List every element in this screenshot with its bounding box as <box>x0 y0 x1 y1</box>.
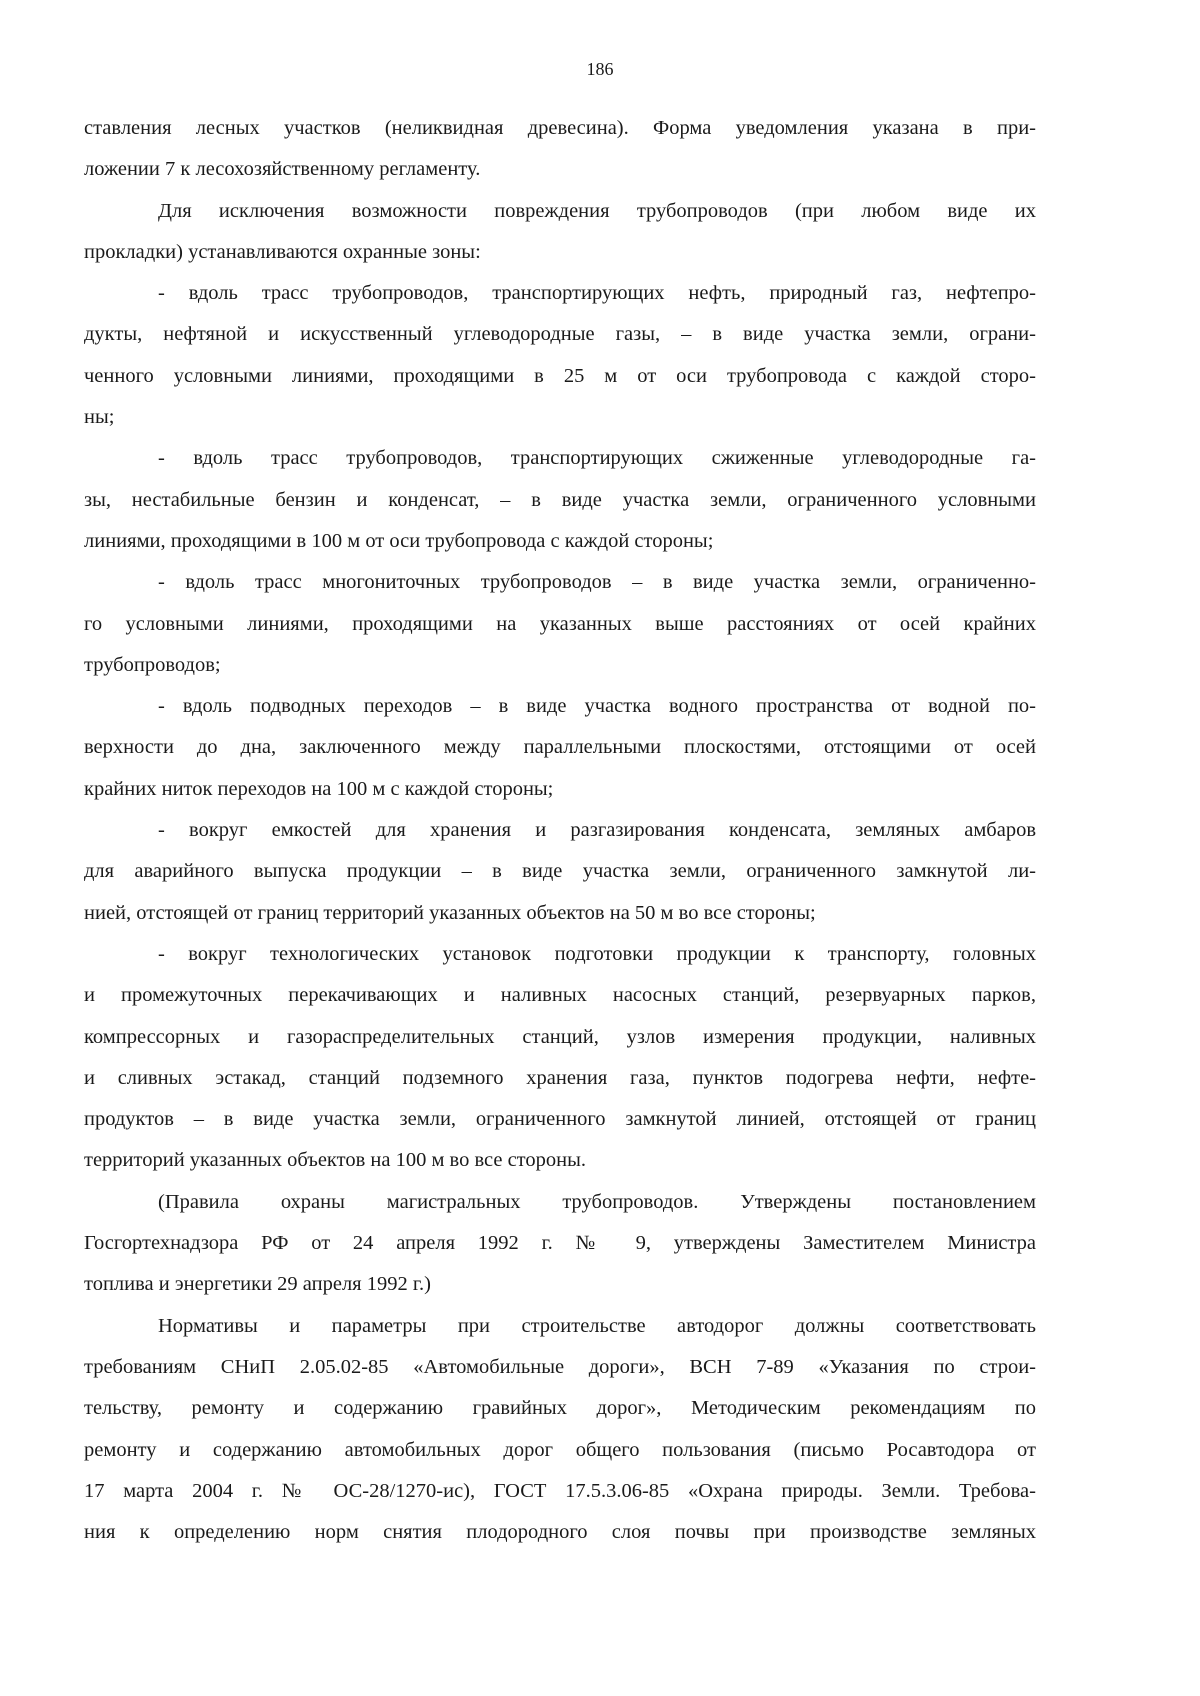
text-line: ны; <box>84 406 115 429</box>
text-line: для аварийного выпуска продукции – в виде участка земли, ограниченного замкнутой ли- <box>84 860 1036 883</box>
page-number: 186 <box>586 59 614 79</box>
text-line: Госгортехнадзора РФ от 24 апреля 1992 г. № 9, утверждены Заместителем Министра <box>84 1232 1036 1255</box>
text-line: и промежуточных перекачивающих и наливных насосных станций, резервуарных парков, <box>84 984 1036 1007</box>
text-line: компрессорных и газораспределительных станций, узлов измерения продукции, наливных <box>84 1025 1036 1048</box>
text-line: ремонту и содержанию автомобильных дорог общего пользования (письмо Росавтодора от <box>84 1438 1036 1461</box>
text-line: ния к определению норм снятия плодородного слоя почвы при производстве земляных <box>84 1521 1036 1544</box>
text-line: - вдоль трасс трубопроводов, транспортирующих сжиженные углеводородные га- <box>158 447 1036 470</box>
text-line: и сливных эстакад, станций подземного хранения газа, пунктов подогрева нефти, нефте- <box>84 1066 1036 1089</box>
text-line: - вдоль подводных переходов – в виде участка водного пространства от водной по- <box>158 695 1036 718</box>
text-line: верхности до дна, заключенного между параллельными плоскостями, отстоящими от осей <box>84 736 1036 759</box>
text-line: го условными линиями, проходящими на указанных выше расстояниях от осей крайних <box>84 612 1036 635</box>
text-line: требованиям СНиП 2.05.02-85 «Автомобильные дороги», ВСН 7-89 «Указания по строи- <box>84 1355 1036 1378</box>
text-line: 17 марта 2004 г. № ОС-28/1270-ис), ГОСТ 17.5.3.06-85 «Охрана природы. Земли. Требова- <box>84 1479 1036 1502</box>
text-line: ставления лесных участков (неликвидная древесина). Форма уведомления указана в при- <box>84 117 1036 139</box>
text-line: Для исключения возможности повреждения трубопроводов (при любом виде их <box>158 199 1036 222</box>
text-line: продуктов – в виде участка земли, ограниченного замкнутой линией, отстоящей от границ <box>84 1108 1036 1131</box>
text-line: топлива и энергетики 29 апреля 1992 г.) <box>84 1273 431 1296</box>
text-line: ченного условными линиями, проходящими в 25 м от оси трубопровода с каждой сторо- <box>84 364 1036 387</box>
text-line: Нормативы и параметры при строительстве автодорог должны соответствовать <box>158 1314 1036 1337</box>
text-line: линиями, проходящими в 100 м от оси трубопровода с каждой стороны; <box>84 529 714 552</box>
text-line: трубопроводов; <box>84 653 221 676</box>
text-line: (Правила охраны магистральных трубопроводов. Утверждены постановлением <box>158 1190 1036 1213</box>
text-line: - вокруг емкостей для хранения и разгазирования конденсата, земляных амбаров <box>158 819 1036 842</box>
text-line: ложении 7 к лесохозяйственному регламенту. <box>84 158 481 181</box>
text-line: - вдоль трасс трубопроводов, транспортирующих нефть, природный газ, нефтепро- <box>158 282 1036 305</box>
text-line: территорий указанных объектов на 100 м во все стороны. <box>84 1149 586 1172</box>
text-line: тельству, ремонту и содержанию гравийных дорог», Методическим рекомендациям по <box>84 1397 1036 1420</box>
text-line: - вокруг технологических установок подготовки продукции к транспорту, головных <box>158 942 1036 965</box>
text-line: - вдоль трасс многониточных трубопроводов – в виде участка земли, ограниченно- <box>158 571 1036 594</box>
text-line: дукты, нефтяной и искусственный углеводородные газы, – в виде участка земли, ограни- <box>84 323 1036 346</box>
text-line: нией, отстоящей от границ территорий указанных объектов на 50 м во все стороны; <box>84 901 816 924</box>
text-line: прокладки) устанавливаются охранные зоны: <box>84 240 481 263</box>
text-line: крайних ниток переходов на 100 м с каждой стороны; <box>84 777 554 800</box>
text-line: зы, нестабильные бензин и конденсат, – в виде участка земли, ограниченного условными <box>84 488 1036 511</box>
body-text <box>84 108 1036 1553</box>
